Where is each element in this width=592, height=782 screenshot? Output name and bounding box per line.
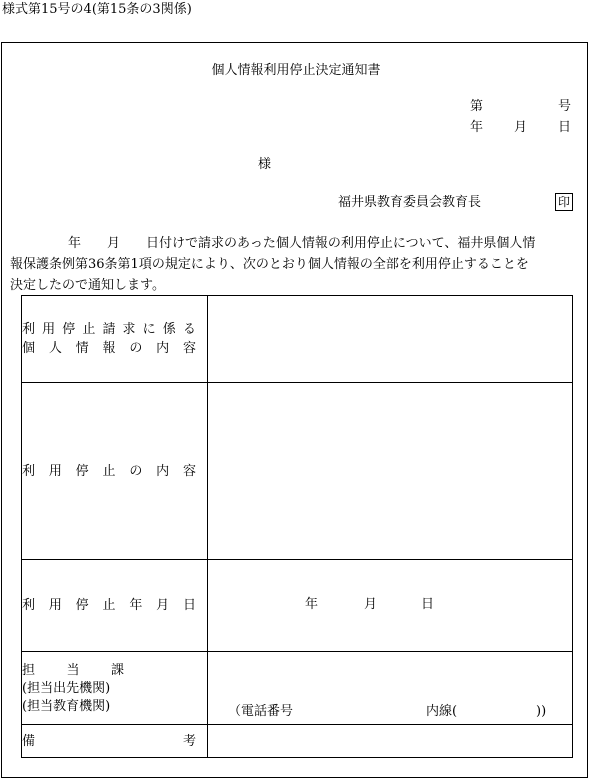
table-row-suspension-content — [22, 383, 573, 560]
details-table — [21, 295, 573, 758]
value-suspension-content[interactable] — [208, 383, 573, 560]
date-year: 年 — [470, 120, 484, 135]
table-row-request-info — [22, 296, 573, 383]
table-row-department — [22, 652, 573, 725]
label-remarks: 備 考 — [22, 725, 208, 758]
body-line-3: 決定したので通知します。 — [10, 278, 165, 293]
date-day: 日 — [558, 120, 572, 135]
label-department — [22, 652, 208, 725]
value-suspension-date[interactable] — [208, 560, 573, 652]
extension-close: )) — [536, 704, 547, 719]
label-department-line3: (担当教育機関) — [22, 698, 111, 714]
phone-label: （電話番号 — [228, 704, 294, 719]
date-month: 月 — [514, 120, 528, 135]
label-suspension-content: 利 用 停 止 の 内 容 — [22, 383, 208, 560]
table-row-suspension-date — [22, 560, 573, 652]
label-department-line1: 担 当 課 — [22, 662, 124, 678]
value-request-info[interactable] — [208, 296, 573, 383]
document-title: 個人情報利用停止決定通知書 — [211, 63, 381, 78]
body-paragraph — [10, 233, 588, 296]
seal-box: 印 — [555, 193, 573, 211]
body-line-2: 報保護条例第36条第1項の規定により、次のとおり個人情報の全部を利用停止することを — [10, 257, 529, 272]
table-row-remarks — [22, 725, 573, 758]
addressee-suffix: 様 — [258, 157, 272, 172]
doc-number-prefix: 第 — [470, 99, 484, 114]
label-department-line2: (担当出先機関) — [22, 680, 111, 696]
suspension-month: 月 — [364, 597, 378, 612]
form-id: 様式第15号の4(第15条の3関係) — [2, 2, 192, 17]
value-department[interactable] — [208, 652, 573, 725]
label-request-info — [22, 296, 208, 383]
suspension-day: 日 — [421, 597, 435, 612]
body-line-1: 年 月 日付けで請求のあった個人情報の利用停止について、福井県個人情 — [68, 236, 536, 251]
label-request-info-line2: 個 人 情 報 の 内 容 — [22, 341, 196, 356]
label-suspension-date: 利 用 停 止 年 月 日 — [22, 560, 208, 652]
label-request-info-line1: 利 用 停 止 請 求 に 係 る — [22, 322, 196, 337]
suspension-year: 年 — [305, 597, 319, 612]
issuer-name: 福井県教育委員会教育長 — [338, 195, 482, 210]
extension-label: 内線( — [426, 704, 458, 719]
doc-number-suffix: 号 — [558, 99, 572, 114]
value-remarks[interactable] — [208, 725, 573, 758]
